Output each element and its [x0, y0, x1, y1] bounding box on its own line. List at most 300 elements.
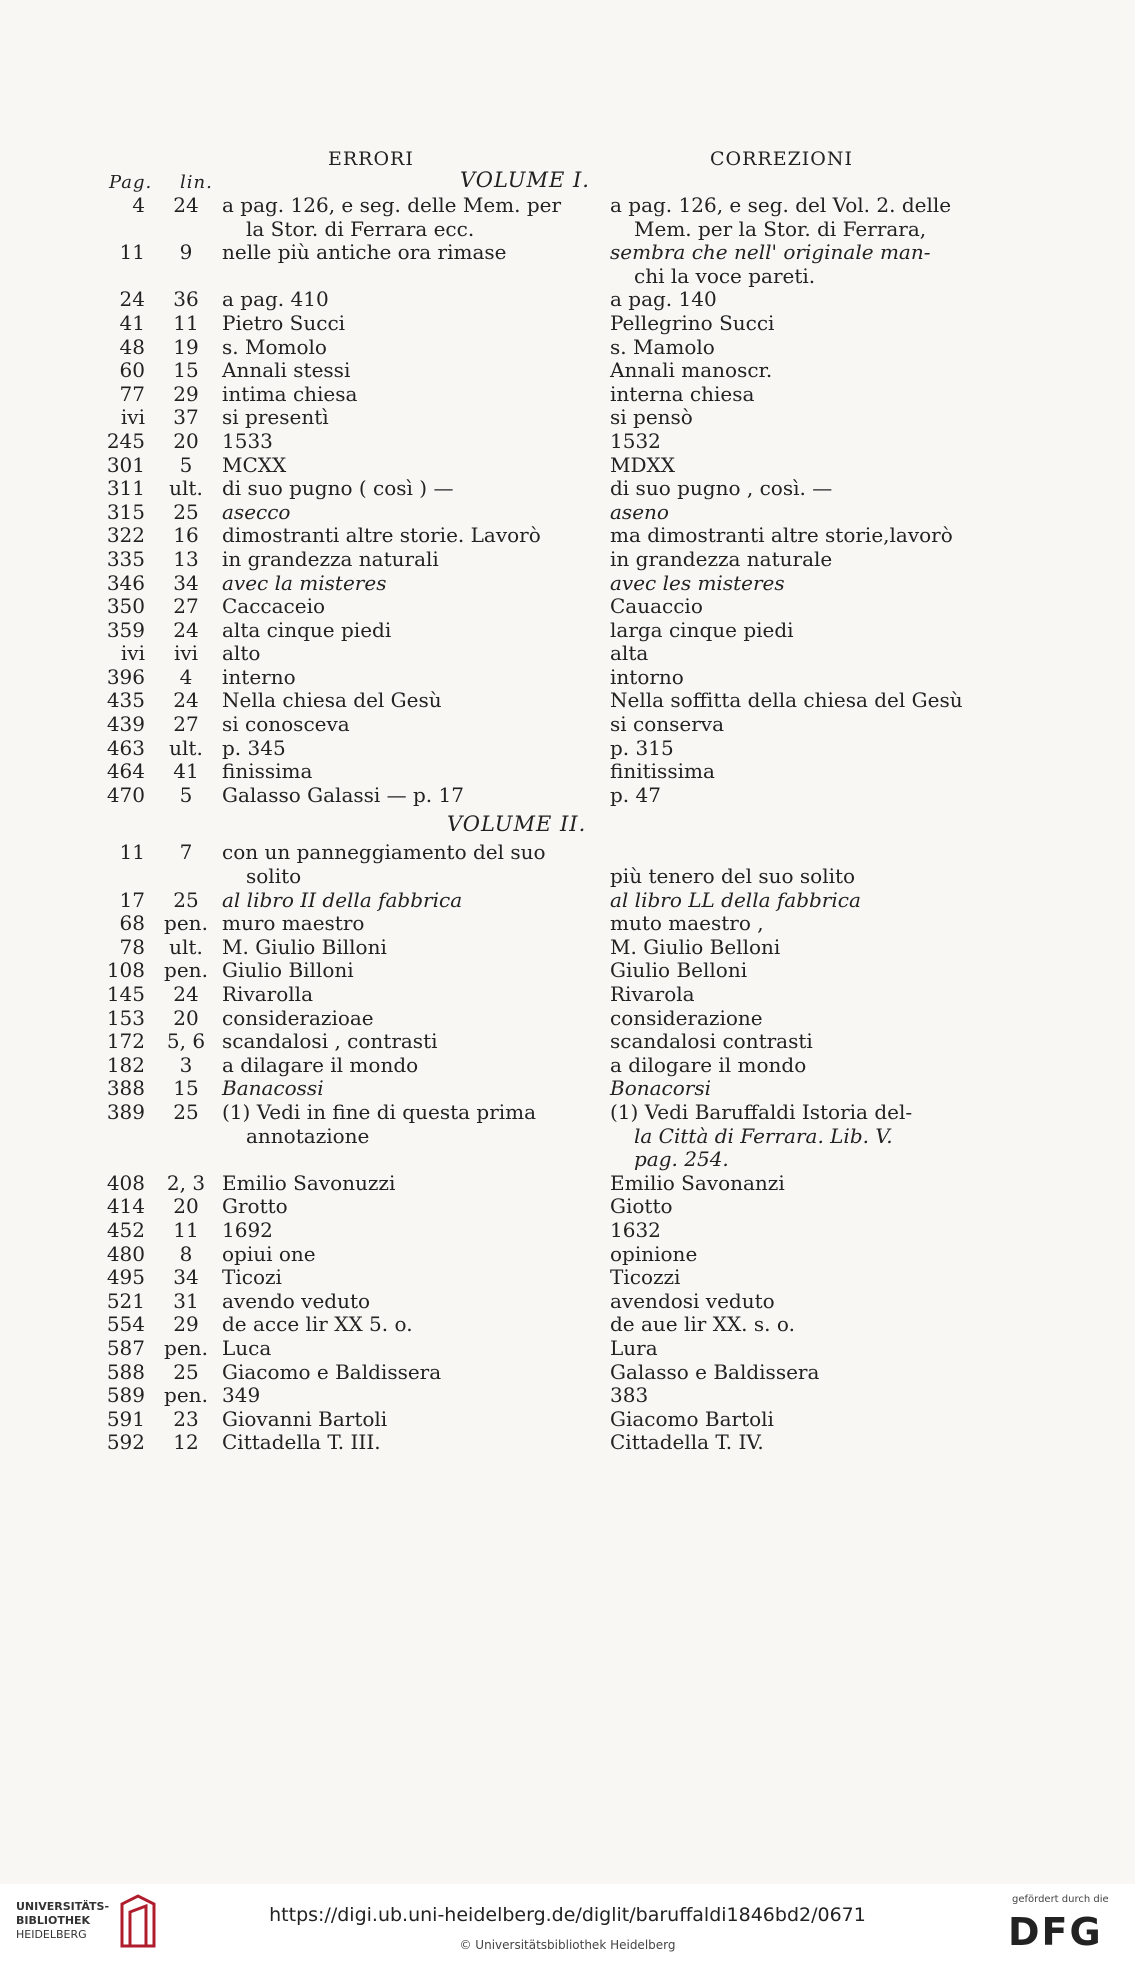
error-text [222, 288, 582, 312]
correction-text [610, 642, 965, 666]
errata-table [105, 140, 965, 1455]
line-number: pen. [164, 958, 208, 983]
error-text [222, 1290, 582, 1314]
correction-text [610, 312, 965, 336]
errata-row [105, 1243, 965, 1267]
page-number: 315 [106, 499, 145, 524]
correction-text [610, 501, 965, 525]
correction-line: Galasso e Baldissera [610, 1359, 820, 1384]
correction-text [610, 1077, 965, 1101]
line-number: 25 [173, 1359, 199, 1384]
correction-line: sembra che nell' originale man- [610, 240, 931, 265]
errata-row [105, 312, 965, 336]
error-text [222, 430, 582, 454]
line-number: 12 [173, 1430, 199, 1455]
correction-line: Cauaccio [610, 594, 703, 619]
errata-row [105, 383, 965, 407]
correction-line-continued: più tenero del suo solito [610, 864, 856, 889]
line-number: 16 [173, 523, 199, 548]
correction-text [610, 959, 965, 983]
correction-line: p. 47 [610, 782, 661, 807]
error-line: Ticozi [222, 1265, 282, 1290]
line-number: 25 [173, 499, 199, 524]
copyright-notice: © Universitätsbibliothek Heidelberg [459, 1938, 676, 1952]
correction-line: de aue lir XX. s. o. [610, 1312, 795, 1337]
error-text [222, 983, 582, 1007]
volume-1-title: VOLUME I. [460, 168, 590, 192]
page-number: 77 [119, 381, 145, 406]
correction-line: di suo pugno , così. — [610, 476, 833, 501]
error-text [222, 1172, 582, 1196]
error-text [222, 912, 582, 936]
correction-line: s. Mamolo [610, 334, 715, 359]
error-line: a pag. 410 [222, 287, 329, 312]
line-number: 34 [173, 570, 199, 595]
error-line: si presentì [222, 405, 329, 430]
error-line: opiui one [222, 1241, 316, 1266]
error-text [222, 1361, 582, 1385]
error-line: Giulio Billoni [222, 958, 354, 983]
page-number: 589 [106, 1383, 145, 1408]
line-number: 24 [173, 617, 199, 642]
error-line: alta cinque piedi [222, 617, 392, 642]
errata-row [105, 1172, 965, 1196]
correction-line: a pag. 126, e seg. del Vol. 2. delle [610, 193, 952, 217]
line-number: ivi [173, 641, 199, 666]
error-text [222, 666, 582, 690]
correction-text [610, 1337, 965, 1361]
page-number: 182 [106, 1052, 145, 1077]
errata-row [105, 959, 965, 983]
line-number: 34 [173, 1265, 199, 1290]
error-text [222, 1313, 582, 1337]
page-number: 41 [119, 310, 145, 335]
page-number: 435 [106, 688, 145, 713]
errata-row [105, 737, 965, 761]
errata-row [105, 713, 965, 737]
errata-row [105, 359, 965, 383]
error-text [222, 841, 582, 888]
page-number: 408 [106, 1170, 145, 1195]
error-text [222, 595, 582, 619]
error-line: p. 345 [222, 735, 286, 760]
line-number: 19 [173, 334, 199, 359]
line-number: 8 [179, 1241, 193, 1266]
errata-row [105, 889, 965, 913]
error-line: muro maestro [222, 911, 365, 936]
line-number: 5, 6 [166, 1029, 206, 1054]
errata-row [105, 572, 965, 596]
error-line: a pag. 126, e seg. delle Mem. per [222, 193, 562, 217]
page-number: 4 [132, 193, 145, 217]
page-number: 414 [106, 1194, 145, 1219]
error-line: M. Giulio Billoni [222, 934, 387, 959]
page-number: 554 [106, 1312, 145, 1337]
page-number: 311 [106, 476, 145, 501]
error-line-continued: la Stor. di Ferrara ecc. [246, 216, 475, 241]
correction-text [610, 737, 965, 761]
volume-2-title: VOLUME II. [447, 812, 587, 837]
correction-line: aseno [610, 499, 669, 524]
error-text [222, 194, 582, 241]
error-text [222, 760, 582, 784]
errata-row [105, 406, 965, 430]
correction-line: Rivarola [610, 982, 695, 1006]
correction-line: interna chiesa [610, 381, 755, 406]
error-text [222, 1243, 582, 1267]
errata-row [105, 1077, 965, 1101]
correction-line: larga cinque piedi [610, 617, 794, 642]
page-number: 587 [106, 1335, 145, 1360]
correction-text [610, 383, 965, 407]
correction-line: al libro LL della fabbrica [610, 887, 861, 912]
line-number: 31 [173, 1288, 199, 1313]
error-text [222, 1101, 582, 1148]
correction-text [610, 1243, 965, 1267]
correction-text [610, 241, 965, 288]
correction-text [610, 595, 965, 619]
error-line: nelle più antiche ora rimase [222, 240, 507, 265]
error-line: Banacossi [222, 1076, 324, 1101]
error-line: Nella chiesa del Gesù [222, 688, 442, 713]
page-number: 452 [106, 1217, 145, 1242]
volume-1-rows [105, 194, 965, 807]
correction-line-continued: chi la voce pareti. [634, 263, 816, 288]
correction-line: si pensò [610, 405, 693, 430]
error-line: Galasso Galassi — p. 17 [222, 782, 464, 807]
correction-line: si conserva [610, 712, 725, 737]
correction-text [610, 194, 965, 241]
error-line: Giovanni Bartoli [222, 1406, 388, 1431]
errata-row [105, 642, 965, 666]
line-number: 15 [173, 358, 199, 383]
errata-row [105, 477, 965, 501]
errata-row [105, 1290, 965, 1314]
correction-line: p. 315 [610, 735, 674, 760]
correction-line: Nella soffitta della chiesa del Gesù [610, 688, 963, 713]
error-line: considerazioae [222, 1005, 374, 1030]
correction-text [610, 572, 965, 596]
correction-text [610, 1195, 965, 1219]
page-number: 11 [119, 240, 145, 265]
correction-text [610, 1219, 965, 1243]
page-number: 245 [106, 428, 145, 453]
error-text [222, 1219, 582, 1243]
page-number: 592 [106, 1430, 145, 1455]
correction-line: avendosi veduto [610, 1288, 775, 1313]
correction-line [610, 841, 965, 865]
error-line: Rivarolla [222, 982, 313, 1006]
errata-row [105, 336, 965, 360]
correction-line: M. Giulio Belloni [610, 934, 781, 959]
error-text [222, 454, 582, 478]
pag-label: Pag. [109, 172, 153, 193]
correction-line: Lura [610, 1335, 658, 1360]
errata-row [105, 1054, 965, 1078]
page-number: 48 [119, 334, 145, 359]
correction-line: Giotto [610, 1194, 673, 1219]
page-number: 68 [119, 911, 145, 936]
correction-line: muto maestro , [610, 911, 764, 936]
page-number: 396 [106, 664, 145, 689]
correction-line: alta [610, 641, 649, 666]
line-number: 5 [179, 452, 193, 477]
error-text [222, 1384, 582, 1408]
correction-text [610, 336, 965, 360]
page-number: 439 [106, 712, 145, 737]
correction-text [610, 477, 965, 501]
correction-text [610, 454, 965, 478]
error-text [222, 1195, 582, 1219]
error-line: dimostranti altre storie. Lavorò [222, 523, 541, 548]
page-number: 301 [106, 452, 145, 477]
correction-text [610, 912, 965, 936]
error-text [222, 1007, 582, 1031]
line-number: pen. [164, 1383, 208, 1408]
volume-2-rows [105, 841, 965, 1454]
correction-text [610, 430, 965, 454]
errata-row [105, 1101, 965, 1172]
error-text [222, 312, 582, 336]
error-text [222, 548, 582, 572]
page-number: 24 [119, 287, 145, 312]
error-line: 1692 [222, 1217, 273, 1242]
correction-text [610, 666, 965, 690]
correction-text [610, 1361, 965, 1385]
correction-line: considerazione [610, 1005, 763, 1030]
correction-line: Giacomo Bartoli [610, 1406, 774, 1431]
error-line: Emilio Savonuzzi [222, 1170, 396, 1195]
errata-row [105, 241, 965, 288]
correction-line-continued: Mem. per la Stor. di Ferrara, [634, 216, 927, 241]
correction-line-continued: la Città di Ferrara. Lib. V. [634, 1123, 893, 1148]
line-number: 24 [173, 982, 199, 1006]
errata-row [105, 501, 965, 525]
error-line: Cittadella T. III. [222, 1430, 381, 1455]
correction-text [610, 784, 965, 808]
line-number: 24 [173, 688, 199, 713]
error-text [222, 336, 582, 360]
page-number: ivi [120, 405, 145, 430]
correction-line: Giulio Belloni [610, 958, 748, 983]
page-number: 389 [106, 1099, 145, 1124]
error-text [222, 1054, 582, 1078]
page-number: 480 [106, 1241, 145, 1266]
correction-text [610, 1384, 965, 1408]
line-number: pen. [164, 1335, 208, 1360]
library-name-line-2: BIBLIOTHEK [16, 1914, 91, 1927]
error-text [222, 737, 582, 761]
error-text [222, 1077, 582, 1101]
correction-text [610, 760, 965, 784]
page-number: 591 [106, 1406, 145, 1431]
line-number: 23 [173, 1406, 199, 1431]
correction-text [610, 406, 965, 430]
error-line: interno [222, 664, 296, 689]
lin-label: lin. [180, 172, 213, 193]
error-line: Annali stessi [222, 358, 351, 383]
line-number: 2, 3 [166, 1170, 206, 1195]
viewer-footer [0, 1884, 1135, 1965]
error-line-continued: solito [246, 864, 302, 889]
errata-row [105, 454, 965, 478]
page-number: 464 [106, 759, 145, 784]
error-text [222, 889, 582, 913]
error-text [222, 383, 582, 407]
line-number: 5 [179, 782, 193, 807]
line-number: 29 [173, 1312, 199, 1337]
page-number: 108 [106, 958, 145, 983]
line-number: 25 [173, 887, 199, 912]
page-number: 359 [106, 617, 145, 642]
line-number: 37 [173, 405, 199, 430]
errata-row [105, 595, 965, 619]
line-number: 24 [173, 193, 199, 217]
line-number: 11 [173, 1217, 199, 1242]
correzioni-heading: CORREZIONI [710, 148, 854, 170]
line-number: 27 [173, 594, 199, 619]
correction-line: MDXX [610, 452, 675, 477]
correction-line: avec les misteres [610, 570, 785, 595]
error-line: finissima [222, 759, 313, 784]
correction-line: scandalosi contrasti [610, 1029, 813, 1054]
correction-line: finitissima [610, 759, 715, 784]
errata-row [105, 666, 965, 690]
error-text [222, 241, 582, 265]
error-text [222, 406, 582, 430]
errata-row [105, 936, 965, 960]
page-number: 145 [106, 982, 145, 1006]
line-number: 13 [173, 546, 199, 571]
page-number: ivi [120, 641, 145, 666]
error-line-continued: annotazione [246, 1123, 370, 1148]
errata-row [105, 1361, 965, 1385]
funding-note: gefördert durch die [1012, 1894, 1109, 1905]
correction-text [610, 713, 965, 737]
correction-text [610, 689, 965, 713]
page-number: 153 [106, 1005, 145, 1030]
correction-line: Bonacorsi [610, 1076, 712, 1101]
correction-text [610, 1313, 965, 1337]
line-number: 3 [179, 1052, 193, 1077]
line-number: 27 [173, 712, 199, 737]
page-number: 11 [119, 840, 145, 865]
error-text [222, 501, 582, 525]
line-number: 25 [173, 1099, 199, 1124]
correction-line: ma dimostranti altre storie,lavorò [610, 523, 953, 548]
correction-line: Annali manoscr. [610, 358, 773, 383]
correction-text [610, 841, 965, 888]
errata-row [105, 430, 965, 454]
error-text [222, 1431, 582, 1455]
errata-row [105, 1030, 965, 1054]
error-line: a dilagare il mondo [222, 1052, 419, 1077]
correction-text [610, 1266, 965, 1290]
error-line: MCXX [222, 452, 287, 477]
errata-row [105, 1195, 965, 1219]
error-line: avendo veduto [222, 1288, 371, 1313]
errori-heading: ERRORI [328, 148, 414, 170]
line-number: 20 [173, 1194, 199, 1219]
error-text [222, 784, 582, 808]
page-number: 335 [106, 546, 145, 571]
errata-row [105, 983, 965, 1007]
page-number: 521 [106, 1288, 145, 1313]
library-name-line-3: HEIDELBERG [16, 1928, 87, 1941]
line-number: ult. [169, 934, 203, 959]
page-url[interactable]: https://digi.ub.uni-heidelberg.de/diglit/baruffaldi1846bd2/0671 [269, 1904, 866, 1926]
error-line: 349 [222, 1383, 261, 1408]
page-number: 346 [106, 570, 145, 595]
errata-row [105, 1384, 965, 1408]
error-text [222, 359, 582, 383]
page-number: 350 [106, 594, 145, 619]
line-number: 20 [173, 428, 199, 453]
error-text [222, 689, 582, 713]
correction-line: in grandezza naturale [610, 546, 833, 571]
correction-text [610, 548, 965, 572]
error-line: scandalosi , contrasti [222, 1029, 438, 1054]
correction-text [610, 1101, 965, 1172]
page-number: 463 [106, 735, 145, 760]
correction-line: Cittadella T. IV. [610, 1430, 764, 1455]
errata-row [105, 194, 965, 241]
dfg-logo[interactable]: DFG [1008, 1910, 1103, 1954]
error-line: Caccaceio [222, 594, 326, 619]
errata-row [105, 841, 965, 888]
error-text [222, 642, 582, 666]
correction-text [610, 1408, 965, 1432]
line-number: 29 [173, 381, 199, 406]
error-line: intima chiesa [222, 381, 358, 406]
correction-line: 1632 [610, 1217, 661, 1242]
line-number: 41 [173, 759, 199, 784]
correction-text [610, 1054, 965, 1078]
line-number: 4 [179, 664, 193, 689]
errata-row [105, 1266, 965, 1290]
page-number: 60 [119, 358, 145, 383]
correction-text [610, 983, 965, 1007]
error-text [222, 936, 582, 960]
correction-line: 1532 [610, 428, 661, 453]
page-number: 495 [106, 1265, 145, 1290]
correction-line: intorno [610, 664, 684, 689]
error-line: Pietro Succi [222, 310, 346, 335]
errata-row [105, 524, 965, 548]
error-line: al libro II della fabbrica [222, 887, 463, 912]
line-number: ult. [169, 735, 203, 760]
errata-row [105, 1313, 965, 1337]
line-number: 15 [173, 1076, 199, 1101]
line-number: 7 [179, 840, 193, 865]
line-number: 9 [179, 240, 193, 265]
correction-text [610, 1431, 965, 1455]
error-line: de acce lir XX 5. o. [222, 1312, 413, 1337]
correction-text [610, 1290, 965, 1314]
error-text [222, 1408, 582, 1432]
errata-row [105, 760, 965, 784]
error-text [222, 524, 582, 548]
errata-row [105, 784, 965, 808]
error-text [222, 619, 582, 643]
error-line: con un panneggiamento del suo [222, 840, 546, 865]
errata-row [105, 1337, 965, 1361]
volume-2-heading [105, 807, 965, 841]
correction-line: 383 [610, 1383, 649, 1408]
errata-row [105, 912, 965, 936]
error-line: (1) Vedi in fine di questa prima [222, 1099, 537, 1124]
error-line: s. Momolo [222, 334, 327, 359]
